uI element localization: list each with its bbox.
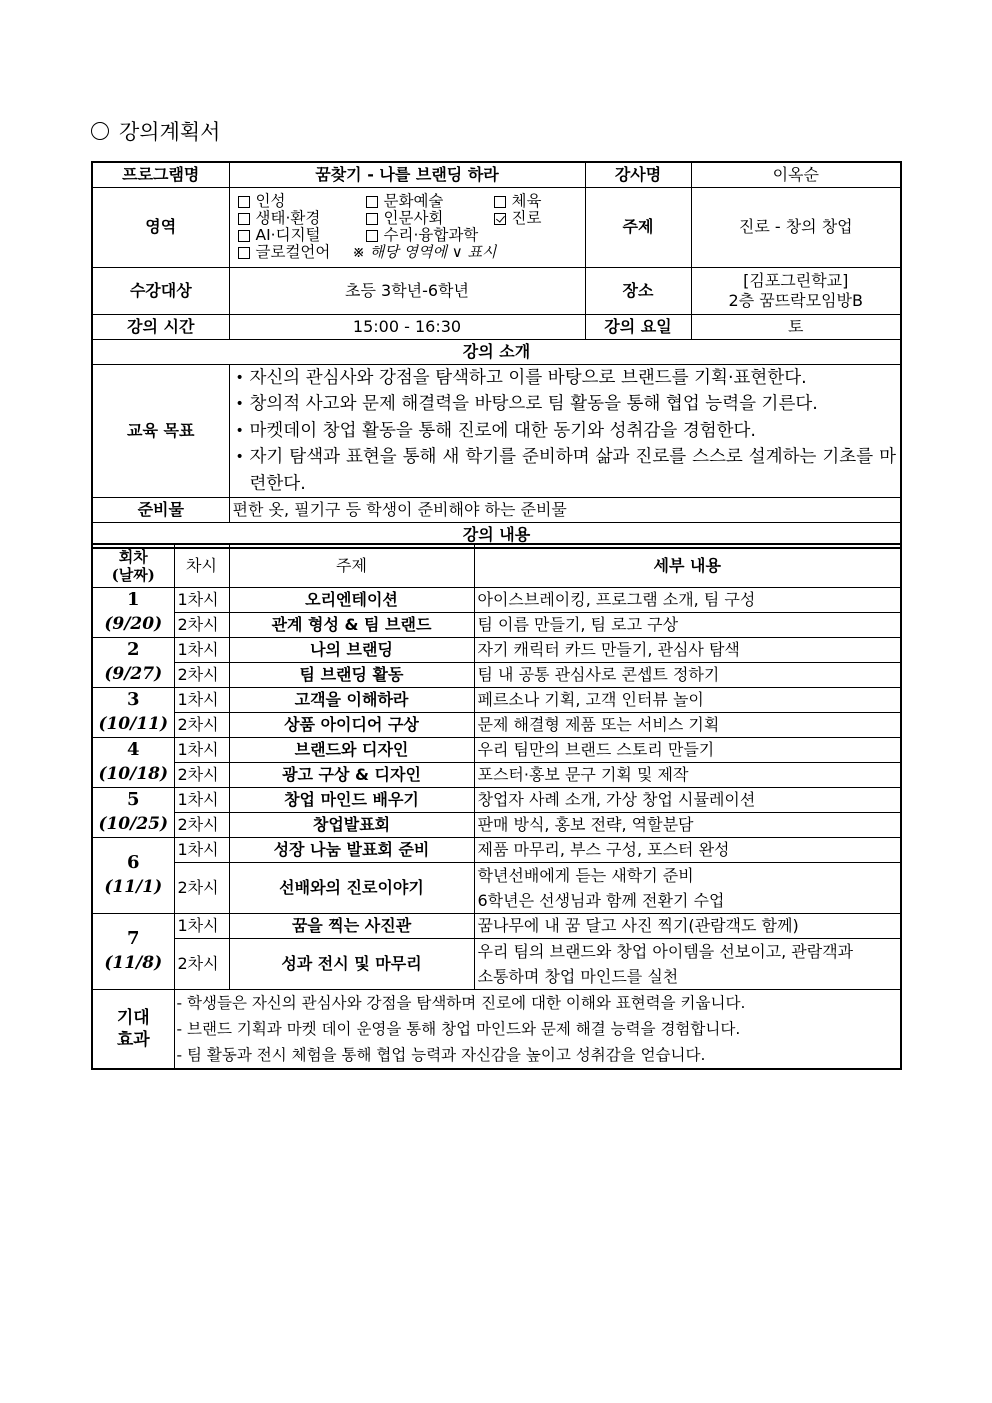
prep-value: 편한 옷, 필기구 등 학생이 준비해야 하는 준비물 bbox=[229, 498, 901, 523]
session-number: 2 bbox=[126, 639, 140, 660]
session-date: (10/25) bbox=[98, 814, 169, 834]
target-label: 수강대상 bbox=[92, 267, 229, 314]
detail-cell: 페르소나 기획, 고객 인터뷰 놀이 bbox=[474, 687, 901, 712]
topic-cell: 성장 나눔 발표회 준비 bbox=[229, 837, 474, 862]
period-cell: 2차시 bbox=[174, 862, 229, 913]
detail-cell: 학년선배에게 듣는 새학기 준비 6학년은 선생님과 함께 전환기 수업 bbox=[474, 862, 901, 913]
session-round bbox=[92, 837, 174, 913]
detail-cell: 우리 팀만의 브랜드 스토리 만들기 bbox=[474, 737, 901, 762]
goals-cell bbox=[229, 364, 901, 498]
table-row bbox=[92, 637, 901, 662]
target-value: 초등 3학년-6학년 bbox=[229, 267, 585, 314]
effect-item: - 팀 활동과 전시 체험을 통해 협업 능력과 자신감을 높이고 성취감을 얻습니다. bbox=[176, 1045, 706, 1064]
session-date: (11/1) bbox=[104, 877, 163, 897]
area-checklist bbox=[229, 187, 585, 267]
effects-label: 기대 효과 bbox=[92, 989, 174, 1069]
session-number: 5 bbox=[126, 789, 140, 810]
session-number: 7 bbox=[126, 928, 140, 949]
period-cell: 1차시 bbox=[174, 687, 229, 712]
checkbox-icon[interactable] bbox=[238, 196, 250, 208]
topic-cell: 성과 전시 및 마무리 bbox=[229, 938, 474, 989]
checkbox-icon[interactable] bbox=[494, 196, 506, 208]
session-date: (10/11) bbox=[98, 714, 169, 734]
goal-item: • 자신의 관심사와 강점을 탐색하고 이를 바탕으로 브랜드를 기획·표현한다. bbox=[234, 365, 897, 392]
table-row bbox=[92, 662, 901, 687]
topic-cell: 나의 브랜딩 bbox=[229, 637, 474, 662]
effect-item: - 학생들은 자신의 관심사와 강점을 탐색하며 진로에 대한 이해와 표현력을 키웁니다. bbox=[176, 993, 746, 1012]
topic-cell: 광고 구상 & 디자인 bbox=[229, 762, 474, 787]
col-topic-header: 주제 bbox=[229, 544, 474, 587]
session-date: (10/18) bbox=[98, 764, 169, 784]
period-cell: 2차시 bbox=[174, 612, 229, 637]
detail-cell: 문제 해결형 제품 또는 서비스 기획 bbox=[474, 712, 901, 737]
topic-cell: 팀 브랜딩 활동 bbox=[229, 662, 474, 687]
day-label: 강의 요일 bbox=[585, 314, 691, 339]
area-option[interactable]: 수리·융합과학 bbox=[366, 227, 479, 244]
content-section-header: 강의 내용 bbox=[92, 523, 901, 548]
area-option[interactable]: 인성 bbox=[238, 193, 366, 210]
session-number: 4 bbox=[126, 739, 140, 760]
checkbox-icon[interactable] bbox=[238, 247, 250, 259]
area-note: ※ 해당 영역에 ∨ 표시 bbox=[352, 243, 497, 261]
session-round bbox=[92, 587, 174, 637]
table-row bbox=[92, 862, 901, 913]
session-number: 1 bbox=[126, 589, 140, 610]
session-date: (11/8) bbox=[104, 953, 163, 973]
checkbox-icon[interactable] bbox=[366, 230, 378, 242]
place-value: [김포그린학교] 2층 꿈뜨락모임방B bbox=[691, 267, 901, 314]
checkbox-icon[interactable] bbox=[238, 230, 250, 242]
session-round bbox=[92, 913, 174, 989]
session-round bbox=[92, 737, 174, 787]
table-row bbox=[92, 812, 901, 837]
area-option[interactable]: 체육 bbox=[494, 193, 542, 210]
detail-cell: 꿈나무에 내 꿈 달고 사진 찍기(관람객도 함께) bbox=[474, 913, 901, 938]
prep-label: 준비물 bbox=[92, 498, 229, 523]
day-value: 토 bbox=[691, 314, 901, 339]
time-label: 강의 시간 bbox=[92, 314, 229, 339]
period-cell: 1차시 bbox=[174, 737, 229, 762]
instructor-value: 이옥순 bbox=[691, 162, 901, 187]
intro-section-header: 강의 소개 bbox=[92, 339, 901, 364]
area-option[interactable]: 생태·환경 bbox=[238, 210, 366, 227]
goal-item: • 자기 탐색과 표현을 통해 새 학기를 준비하며 삶과 진로를 스스로 설계하는 기초를 마련한다. bbox=[234, 444, 897, 497]
area-option[interactable]: 인문사회 bbox=[366, 210, 494, 227]
goals-list bbox=[234, 365, 897, 498]
table-row bbox=[92, 712, 901, 737]
area-option[interactable]: AI·디지털 bbox=[238, 227, 366, 244]
topic-cell: 관계 형성 & 팀 브랜드 bbox=[229, 612, 474, 637]
topic-cell: 브랜드와 디자인 bbox=[229, 737, 474, 762]
topic-cell: 창업 마인드 배우기 bbox=[229, 787, 474, 812]
detail-cell: 창업자 사례 소개, 가상 창업 시뮬레이션 bbox=[474, 787, 901, 812]
topic-value: 진로 - 창의 창업 bbox=[691, 187, 901, 267]
checkbox-icon[interactable] bbox=[366, 213, 378, 225]
goal-item: • 창의적 사고와 문제 해결력을 바탕으로 팀 활동을 통해 협업 능력을 기른다. bbox=[234, 391, 897, 418]
period-cell: 1차시 bbox=[174, 837, 229, 862]
period-cell: 2차시 bbox=[174, 762, 229, 787]
table-row bbox=[92, 787, 901, 812]
table-row bbox=[92, 913, 901, 938]
heading-text: 강의계획서 bbox=[119, 120, 221, 144]
detail-cell: 제품 마무리, 부스 구성, 포스터 완성 bbox=[474, 837, 901, 862]
table-row bbox=[92, 737, 901, 762]
col-period-header: 차시 bbox=[174, 544, 229, 587]
period-cell: 2차시 bbox=[174, 662, 229, 687]
course-info-table bbox=[91, 161, 902, 549]
area-option[interactable]: 진로 bbox=[494, 210, 542, 227]
table-row bbox=[92, 938, 901, 989]
program-label: 프로그램명 bbox=[92, 162, 229, 187]
goals-label: 교육 목표 bbox=[92, 364, 229, 498]
period-cell: 2차시 bbox=[174, 712, 229, 737]
col-detail-header: 세부 내용 bbox=[474, 544, 901, 587]
table-row bbox=[92, 687, 901, 712]
session-round bbox=[92, 637, 174, 687]
topic-cell: 오리엔테이션 bbox=[229, 587, 474, 612]
circle-bullet-icon bbox=[91, 122, 109, 140]
area-option[interactable]: 글로컬언어 bbox=[238, 244, 331, 261]
topic-cell: 꿈을 찍는 사진관 bbox=[229, 913, 474, 938]
area-option[interactable]: 문화예술 bbox=[366, 193, 494, 210]
period-cell: 2차시 bbox=[174, 812, 229, 837]
detail-cell: 우리 팀의 브랜드와 창업 아이템을 선보이고, 관람객과 소통하며 창업 마인드를 실천 bbox=[474, 938, 901, 989]
session-round bbox=[92, 787, 174, 837]
detail-cell: 팀 이름 만들기, 팀 로고 구상 bbox=[474, 612, 901, 637]
table-row bbox=[92, 612, 901, 637]
topic-cell: 선배와의 진로이야기 bbox=[229, 862, 474, 913]
effects-cell bbox=[174, 989, 901, 1069]
session-date: (9/20) bbox=[104, 614, 163, 634]
checked-checkbox-icon[interactable] bbox=[494, 213, 506, 225]
session-round bbox=[92, 687, 174, 737]
effect-item: - 브랜드 기획과 마켓 데이 운영을 통해 창업 마인드와 문제 해결 능력을 경험합니다. bbox=[176, 1019, 741, 1038]
detail-cell: 아이스브레이킹, 프로그램 소개, 팀 구성 bbox=[474, 587, 901, 612]
checkbox-icon[interactable] bbox=[366, 196, 378, 208]
period-cell: 1차시 bbox=[174, 637, 229, 662]
detail-cell: 팀 내 공통 관심사로 콘셉트 정하기 bbox=[474, 662, 901, 687]
period-cell: 2차시 bbox=[174, 938, 229, 989]
session-date: (9/27) bbox=[104, 664, 163, 684]
time-value: 15:00 - 16:30 bbox=[229, 314, 585, 339]
table-row bbox=[92, 837, 901, 862]
schedule-table bbox=[91, 543, 902, 1070]
place-label: 장소 bbox=[585, 267, 691, 314]
schedule-body bbox=[92, 587, 901, 989]
goal-item: • 마켓데이 창업 활동을 통해 진로에 대한 동기와 성취감을 경험한다. bbox=[234, 418, 897, 445]
session-number: 6 bbox=[126, 852, 140, 873]
detail-cell: 포스터·홍보 문구 기획 및 제작 bbox=[474, 762, 901, 787]
detail-cell: 판매 방식, 홍보 전략, 역할분담 bbox=[474, 812, 901, 837]
topic-label: 주제 bbox=[585, 187, 691, 267]
table-row bbox=[92, 762, 901, 787]
instructor-label: 강사명 bbox=[585, 162, 691, 187]
topic-cell: 고객을 이해하라 bbox=[229, 687, 474, 712]
period-cell: 1차시 bbox=[174, 913, 229, 938]
topic-cell: 상품 아이디어 구상 bbox=[229, 712, 474, 737]
page-heading bbox=[91, 116, 220, 146]
col-round-header: 회차 (날짜) bbox=[92, 544, 174, 587]
program-value: 꿈찾기 - 나를 브랜딩 하라 bbox=[229, 162, 585, 187]
topic-cell: 창업발표회 bbox=[229, 812, 474, 837]
checkbox-icon[interactable] bbox=[238, 213, 250, 225]
session-number: 3 bbox=[126, 689, 140, 710]
period-cell: 1차시 bbox=[174, 587, 229, 612]
table-row bbox=[92, 587, 901, 612]
area-label: 영역 bbox=[92, 187, 229, 267]
period-cell: 1차시 bbox=[174, 787, 229, 812]
detail-cell: 자기 캐릭터 카드 만들기, 관심사 탐색 bbox=[474, 637, 901, 662]
